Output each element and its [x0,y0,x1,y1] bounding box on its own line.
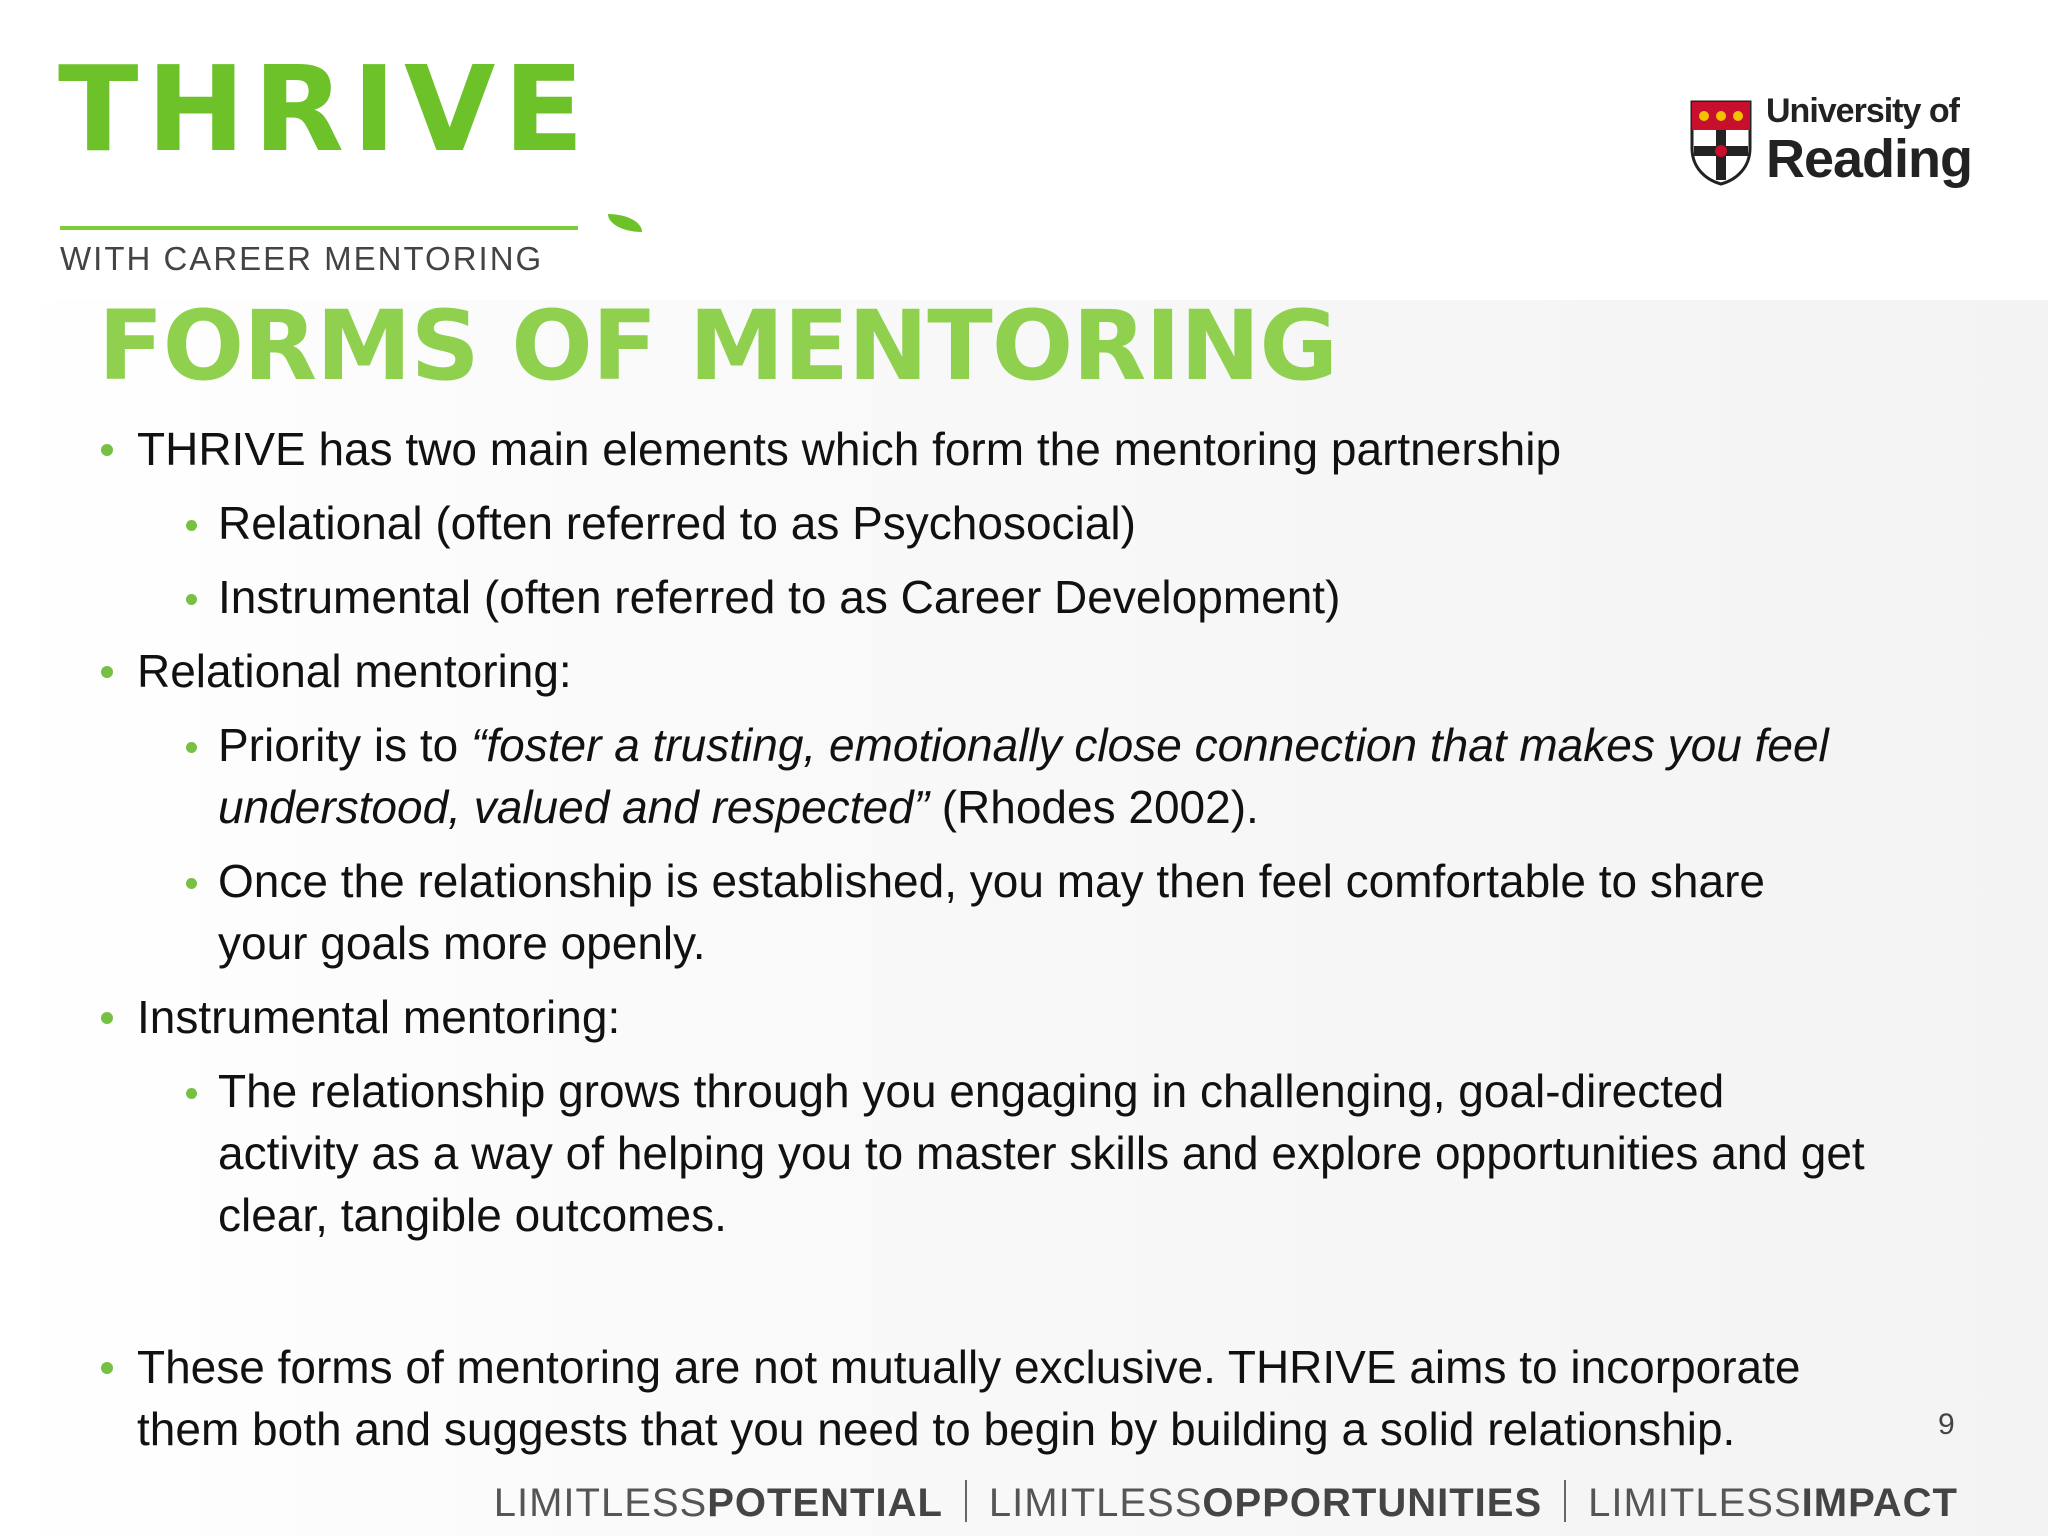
footer-tagline [494,1480,1958,1526]
page-title: FORMS OF MENTORING [98,290,1338,402]
page-number: 9 [1938,1408,1955,1441]
bullet-icon [186,878,197,889]
quote-text: “foster a trusting, emotionally close connection that makes you feel [471,719,1829,771]
bullet-icon [186,742,197,753]
logo-wordmark: THRIVE [58,40,592,178]
list-item [218,566,1340,628]
list-item [218,850,1765,912]
list-item-text: These forms of mentoring are not mutually exclusive. THRIVE aims to incorporate [137,1341,1801,1393]
list-item [218,1060,1724,1122]
list-item [137,640,572,702]
list-item-text: your goals more openly. [218,917,706,969]
footer-bold-3: IMPACT [1801,1481,1958,1525]
bullet-icon [101,1012,113,1024]
list-item [137,986,620,1048]
university-name-line1: University of [1766,92,1959,130]
list-item-text: The relationship grows through you engaging in challenging, goal-directed [218,1065,1725,1117]
list-item-text: THRIVE has two main elements which form the mentoring partnership [137,423,1562,475]
bullet-icon [186,1088,197,1099]
footer-light-3: LIMITLESS [1588,1481,1802,1525]
bullet-icon [101,1362,113,1374]
list-item-continuation [218,912,706,974]
list-item-text: Instrumental mentoring: [137,991,621,1043]
list-item-text: Relational (often referred to as Psychosocial) [218,497,1136,549]
footer-bold-1: POTENTIAL [707,1481,943,1525]
list-item [137,1336,1801,1398]
bullet-icon [186,520,197,531]
list-item-text: them both and suggests that you need to begin by building a solid relationship. [137,1403,1736,1455]
list-item-continuation [218,1122,1865,1184]
footer-light-2: LIMITLESS [988,1481,1203,1525]
list-item-text: Once the relationship is established, you may then feel comfortable to share [218,855,1765,907]
footer-divider [965,1480,967,1522]
list-item-text: Relational mentoring: [137,645,572,697]
list-item-text: Instrumental (often referred to as Career Development) [218,571,1341,623]
list-item [137,418,1561,480]
list-item [218,714,1829,776]
footer-divider [1564,1480,1566,1522]
list-item-continuation [218,776,1259,838]
bullet-icon [101,444,113,456]
citation: (Rhodes 2002). [928,781,1259,833]
list-item-text: activity as a way of helping you to master skills and explore opportunities and get [218,1127,1865,1179]
list-item-text: clear, tangible outcomes. [218,1189,727,1241]
bullet-icon [101,666,113,678]
list-item [218,492,1136,554]
list-item-continuation [137,1398,1735,1460]
footer-light-1: LIMITLESS [493,1481,708,1525]
university-name-line2: Reading [1766,129,1973,189]
list-item-text: Priority is to [218,719,472,771]
footer-bold-2: OPPORTUNITIES [1202,1481,1543,1525]
quote-text: understood, valued and respected” [218,781,929,833]
list-item-continuation [218,1184,727,1246]
logo-subtitle: WITH CAREER MENTORING [60,240,544,277]
bullet-icon [186,594,197,605]
